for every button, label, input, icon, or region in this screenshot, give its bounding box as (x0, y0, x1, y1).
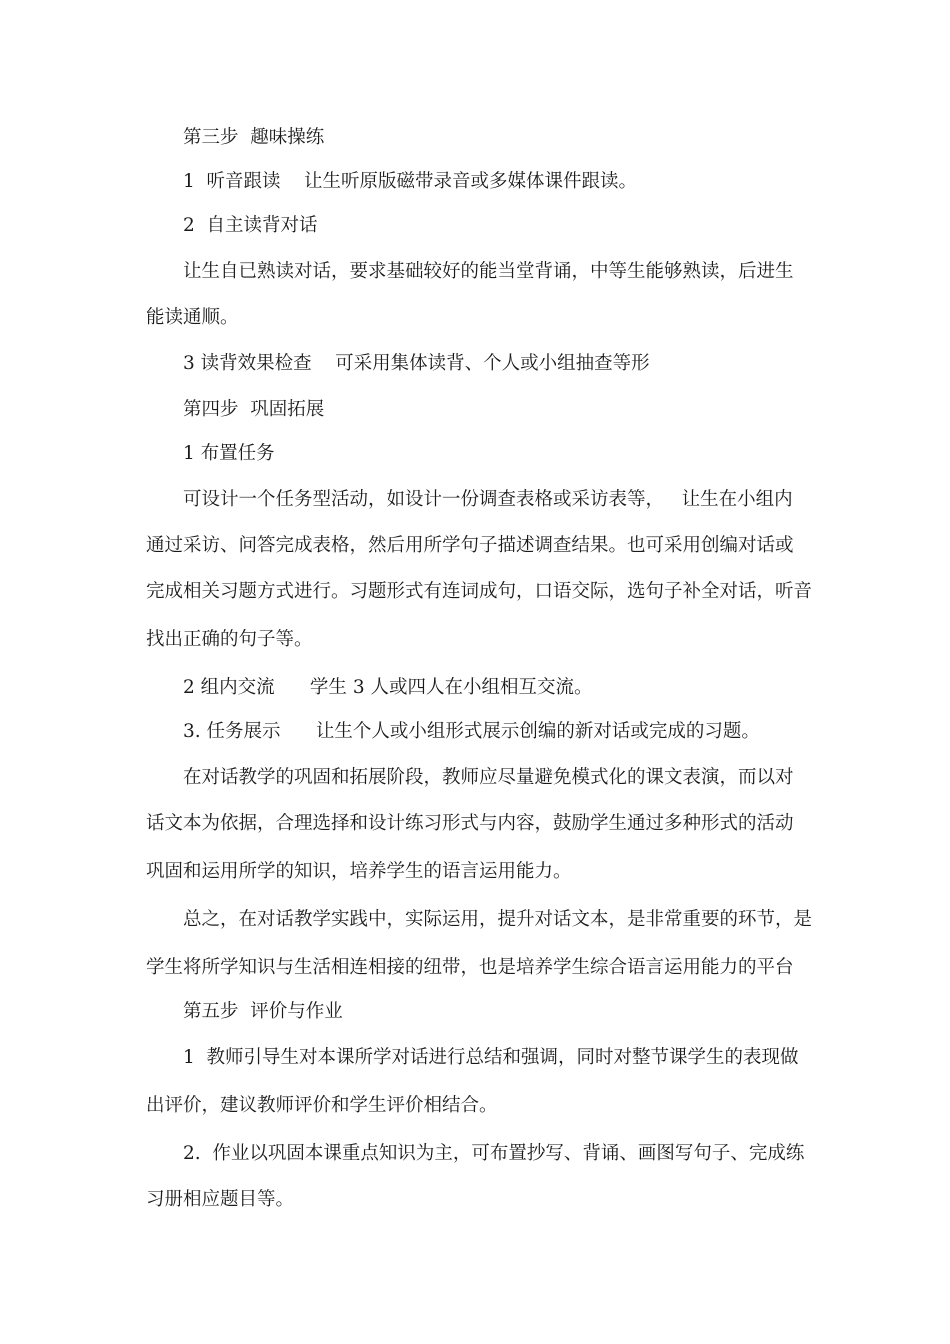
paragraph-check: 3 读背效果检查 可采用集体读背、个人或小组抽查等形 (183, 353, 650, 374)
paragraph-line: 出评价，建议教师评价和学生评价相结合。 (146, 1095, 498, 1116)
paragraph-line: 话文本为依据，合理选择和设计练习形式与内容，鼓励学生通过多种形式的活动 (146, 813, 794, 834)
paragraph-line: 找出正确的句子等。 (146, 629, 313, 650)
heading-step-four: 第四步 巩固拓展 (183, 399, 325, 420)
paragraph-line: 可设计一个任务型活动，如设计一份调查表格或采访表等， 让生在小组内 (183, 489, 793, 510)
paragraph-line: 学生将所学知识与生活相连相接的纽带，也是培养学生综合语言运用能力的平台 (146, 957, 794, 978)
paragraph-line: 能读通顺。 (146, 307, 239, 328)
heading-step-three: 第三步 趣味操练 (183, 127, 325, 148)
heading-step-five: 第五步 评价与作业 (183, 1001, 343, 1022)
paragraph-assign-task: 1 布置任务 (183, 443, 275, 464)
paragraph-line: 2. 作业以巩固本课重点知识为主，可布置抄写、背诵、画图写句子、完成练 (183, 1143, 805, 1164)
paragraph-line: 1 教师引导生对本课所学对话进行总结和强调，同时对整节课学生的表现做 (183, 1047, 799, 1068)
paragraph-group-exchange: 2 组内交流 学生 3 人或四人在小组相互交流。 (183, 677, 593, 698)
paragraph-self-recite: 2 自主读背对话 (183, 215, 318, 236)
paragraph-line: 让生自已熟读对话，要求基础较好的能当堂背诵，中等生能够熟读，后进生 (183, 261, 794, 282)
paragraph-line: 习册相应题目等。 (146, 1189, 295, 1210)
paragraph-line: 在对话教学的巩固和拓展阶段，教师应尽量避免模式化的课文表演，而以对 (183, 767, 794, 788)
paragraph-listen-read: 1 听音跟读 让生听原版磁带录音或多媒体课件跟读。 (183, 171, 638, 192)
paragraph-line: 完成相关习题方式进行。习题形式有连词成句，口语交际，选句子补全对话，听音 (146, 581, 813, 602)
paragraph-line: 通过采访、问答完成表格，然后用所学句子描述调查结果。也可采用创编对话或 (146, 535, 794, 556)
paragraph-task-display: 3. 任务展示 让生个人或小组形式展示创编的新对话或完成的习题。 (183, 721, 760, 742)
paragraph-line: 巩固和运用所学的知识，培养学生的语言运用能力。 (146, 861, 572, 882)
paragraph-line: 总之，在对话教学实践中，实际运用，提升对话文本，是非常重要的环节，是 (183, 909, 813, 930)
